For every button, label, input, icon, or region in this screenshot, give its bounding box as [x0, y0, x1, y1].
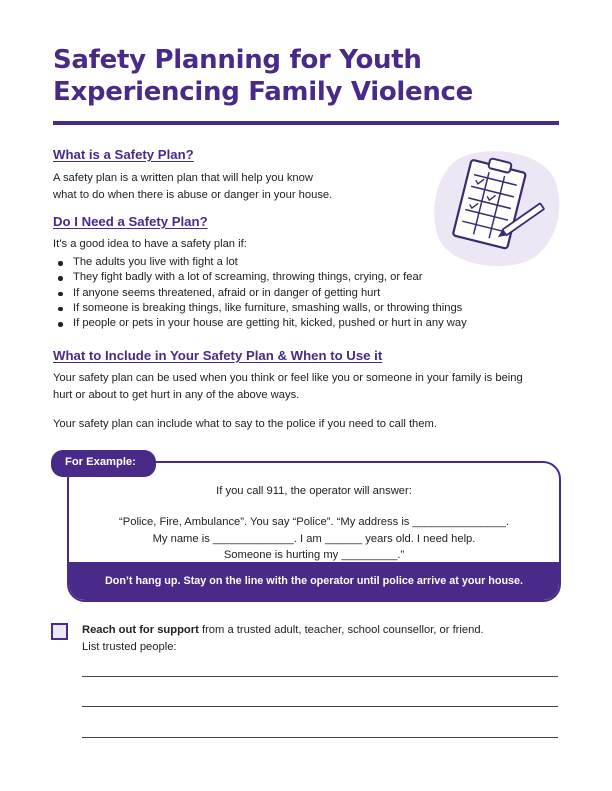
- write-line-1[interactable]: [82, 676, 558, 677]
- safety-plan-definition: [53, 170, 332, 204]
- example-tab-label: For Example:: [65, 456, 136, 468]
- example-line-4: Someone is hurting my _________.”: [223, 549, 405, 561]
- example-tab: [51, 450, 156, 477]
- support-line-2: List trusted people:: [82, 641, 177, 653]
- example-footer-banner: Don’t hang up. Stay on the line with the operator until police arrive at your house.: [69, 562, 559, 600]
- example-content: [69, 483, 559, 564]
- checkbox-icon[interactable]: [51, 623, 68, 640]
- support-rest: from a trusted adult, teacher, school counsellor, or friend.: [198, 624, 484, 636]
- need-intro-text: It’s a good idea to have a safety plan if:: [53, 238, 247, 250]
- title-line-1: Safety Planning for Youth: [53, 45, 422, 75]
- example-line-2: “Police, Fire, Ambulance”. You say “Police”. “My address is _______________.: [119, 516, 509, 528]
- definition-line-1: A safety plan is a written plan that will help you know: [53, 172, 313, 184]
- example-line-3: My name is _____________. I am ______ years old. I need help.: [152, 532, 476, 545]
- when-to-use-line-2: hurt or about to get hurt in any of the above ways.: [53, 389, 300, 401]
- support-line-1: [82, 622, 484, 639]
- list-item: If anyone seems threatened, afraid or in danger of getting hurt: [53, 286, 467, 301]
- title-divider: [53, 121, 559, 125]
- clipboard-with-pencil-icon: [430, 148, 560, 268]
- reasons-list: [53, 255, 467, 331]
- when-to-use-text: [53, 370, 523, 404]
- support-bold: Reach out for support: [82, 624, 199, 636]
- list-item: The adults you live with fight a lot: [53, 255, 467, 270]
- title-line-2: Experiencing Family Violence: [53, 77, 473, 107]
- heading-what-is-safety-plan: What is a Safety Plan?: [53, 147, 194, 162]
- list-item: If someone is breaking things, like furniture, smashing walls, or throwing things: [53, 301, 467, 316]
- write-line-3[interactable]: [82, 737, 558, 738]
- page-title: [53, 44, 573, 108]
- definition-line-2: what to do when there is abuse or danger in your house.: [53, 189, 333, 201]
- list-item: They fight badly with a lot of screaming, throwing things, crying, or fear: [53, 270, 467, 285]
- heading-do-i-need-safety-plan: Do I Need a Safety Plan?: [53, 214, 208, 229]
- example-box: [67, 461, 561, 602]
- write-line-2[interactable]: [82, 706, 558, 707]
- example-line-1: If you call 911, the operator will answer:: [216, 485, 412, 497]
- police-text: Your safety plan can include what to say to the police if you need to call them.: [53, 418, 437, 430]
- support-text: [82, 622, 484, 656]
- list-item: If people or pets in your house are getting hit, kicked, pushed or hurt in any way: [53, 316, 467, 331]
- heading-what-to-include: What to Include in Your Safety Plan & When to Use it: [53, 348, 383, 363]
- when-to-use-line-1: Your safety plan can be used when you think or feel like you or someone in your family is being: [53, 372, 523, 384]
